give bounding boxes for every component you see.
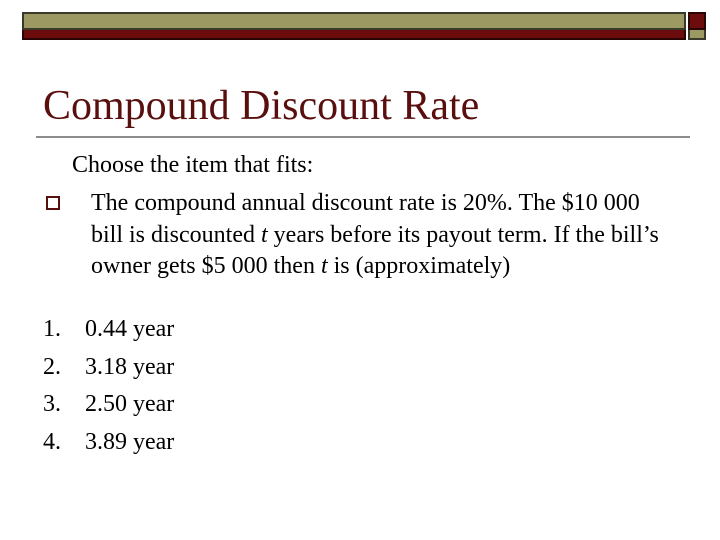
variable-t: t	[320, 253, 328, 279]
question-part-3: is (approximately)	[327, 253, 511, 279]
olive-stripe	[22, 12, 686, 30]
maroon-stripe	[22, 30, 686, 40]
option-number: 2.	[43, 353, 61, 380]
slide-title: Compound Discount Rate	[43, 83, 480, 129]
corner-square-maroon	[688, 12, 706, 30]
option-text: 3.18 year	[85, 353, 175, 380]
option-text: 0.44 year	[85, 316, 175, 342]
header-decoration-bar	[22, 12, 706, 42]
corner-square-olive	[688, 30, 706, 40]
option-number: 4.	[43, 428, 61, 455]
answer-option[interactable]	[43, 354, 174, 392]
answer-option[interactable]	[43, 391, 174, 429]
question-part-2: years before its payout term. If the bill’s owner gets $5 000 then	[91, 221, 659, 279]
option-number: 3.	[43, 391, 61, 417]
option-text: 2.50 year	[85, 391, 175, 417]
variable-t: t	[261, 221, 268, 248]
option-text: 3.89 year	[85, 428, 175, 455]
square-bullet-icon	[46, 196, 60, 210]
intro-text: Choose the item that fits:	[72, 152, 314, 178]
title-divider	[36, 136, 690, 138]
question-part-1: The compound annual discount rate is 20%. The $10 000 bill is discounted	[91, 190, 640, 248]
question-text	[91, 188, 676, 283]
answer-options-list	[43, 316, 174, 466]
answer-option[interactable]	[43, 316, 174, 354]
option-number: 1.	[43, 316, 61, 342]
answer-option[interactable]	[43, 429, 174, 467]
